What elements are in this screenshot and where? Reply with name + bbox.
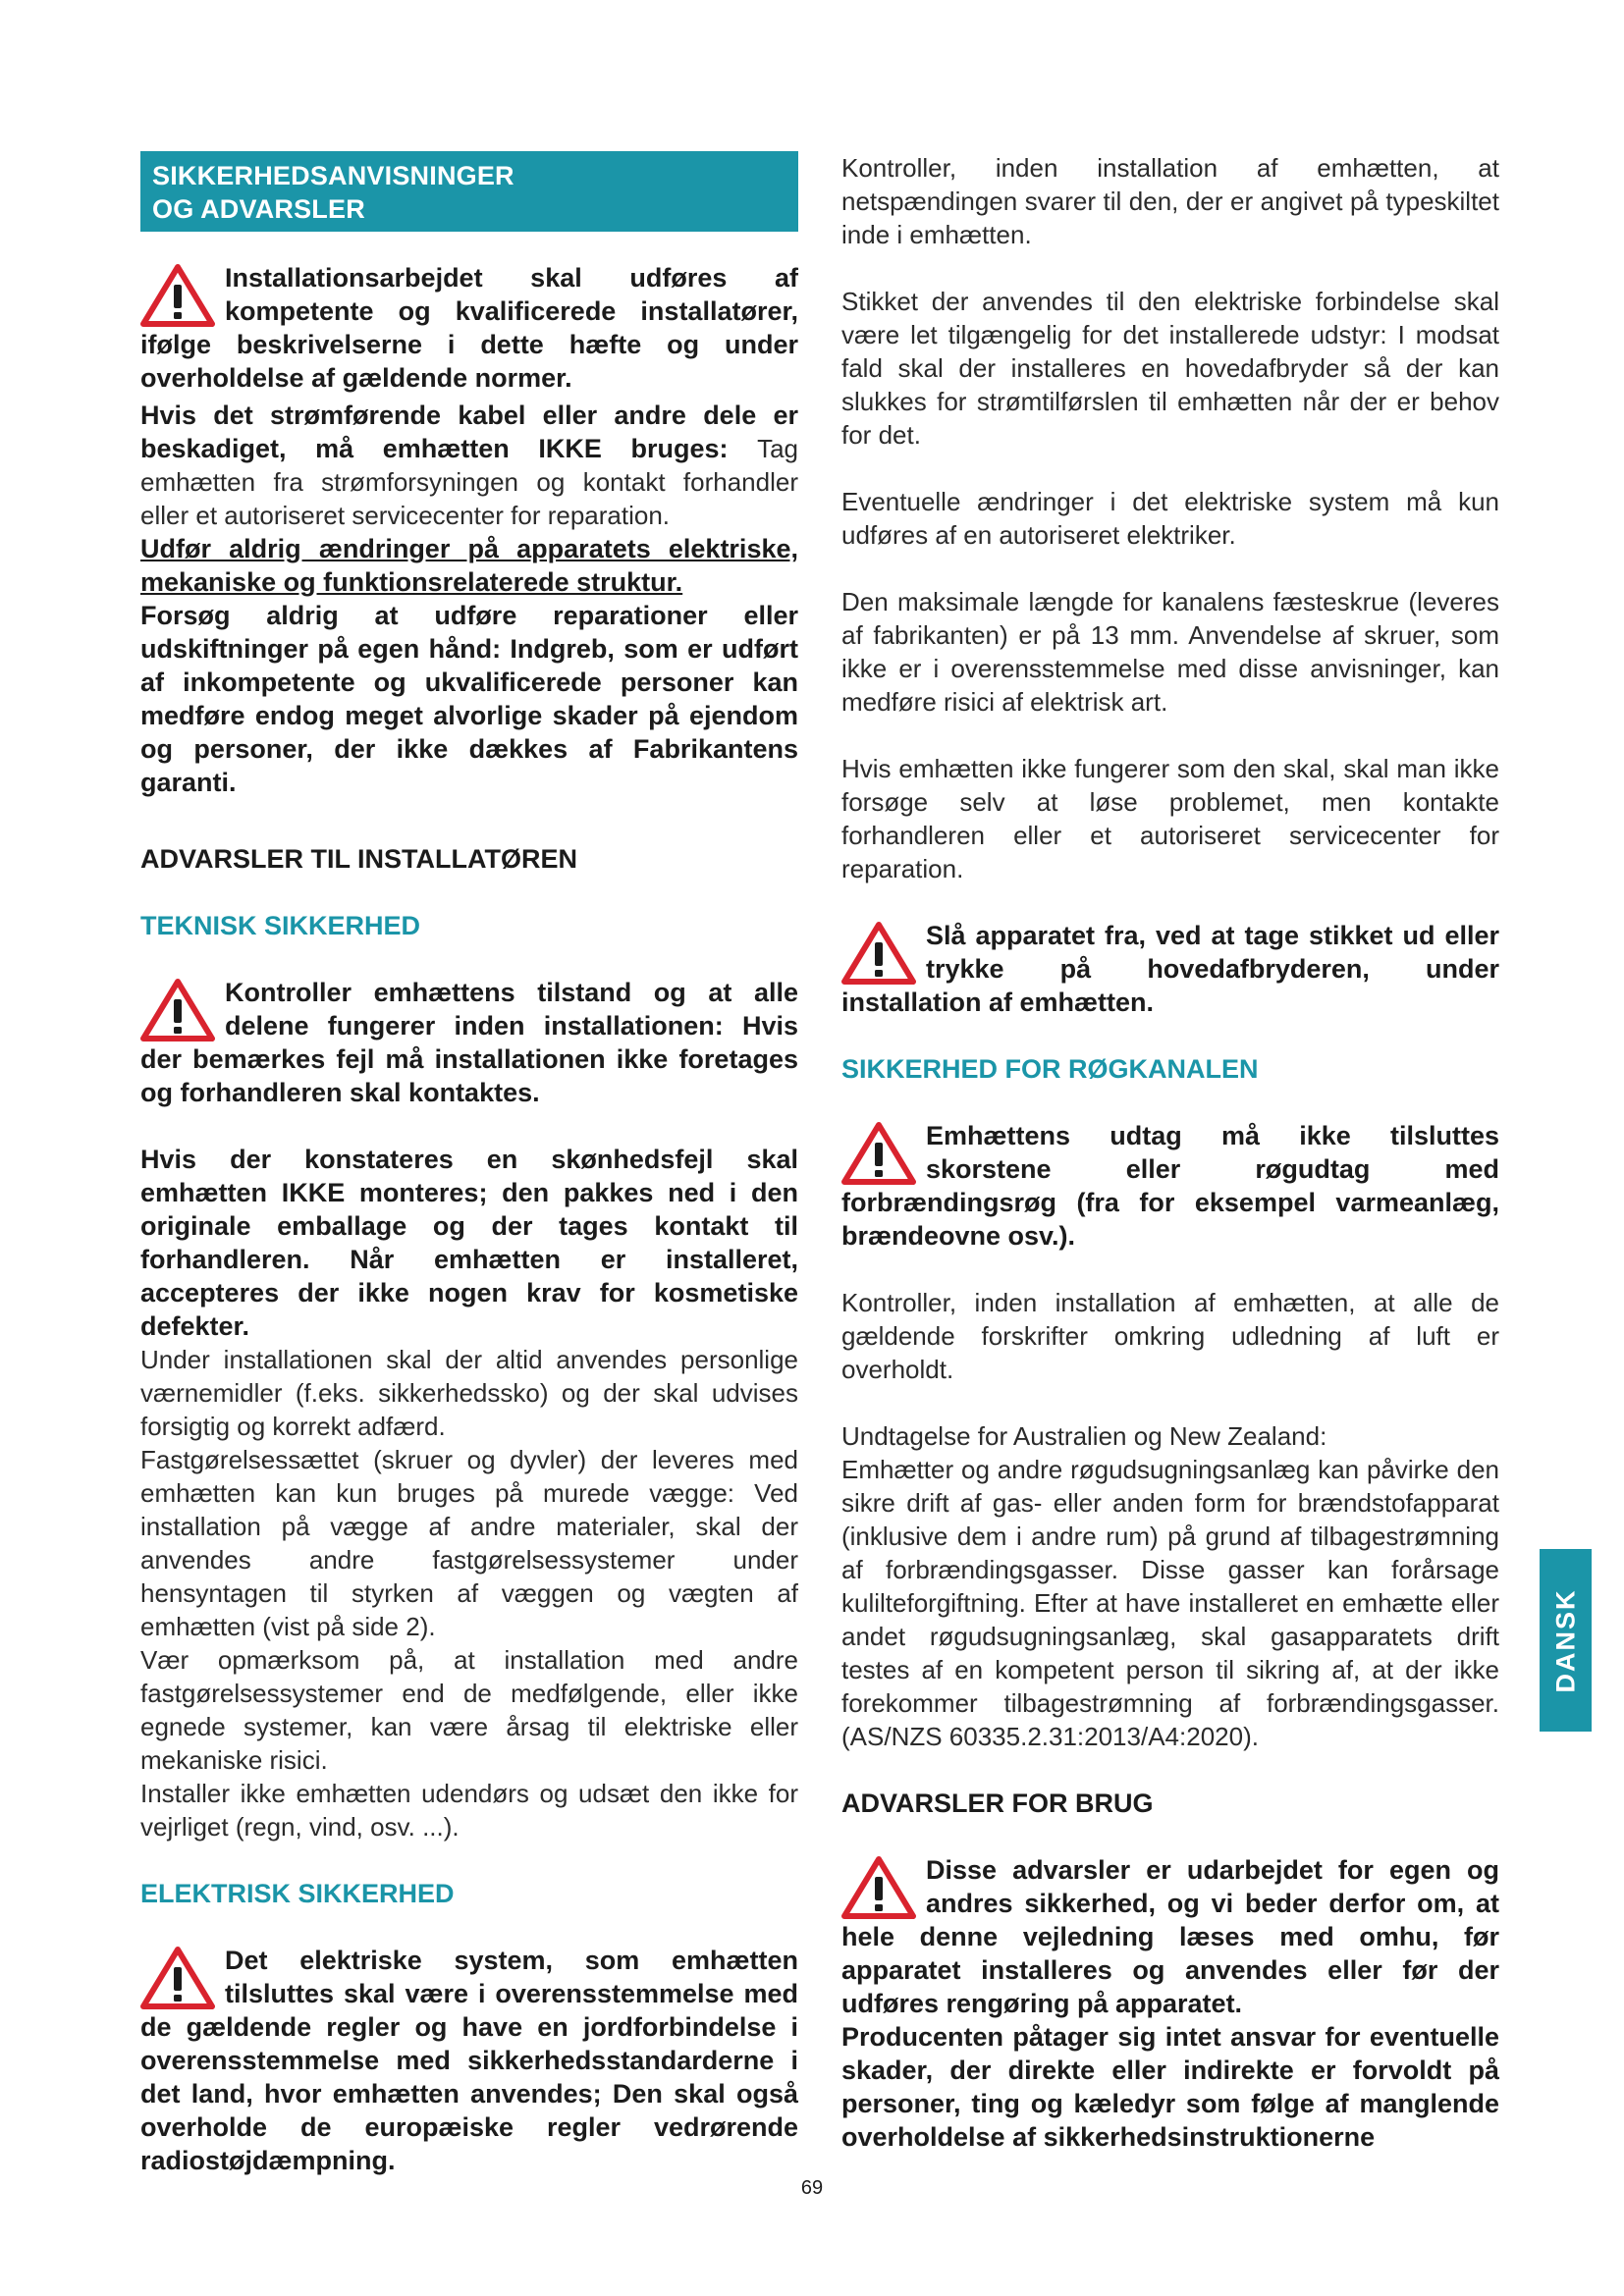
- warning-triangle-icon: [841, 1855, 916, 1920]
- warning-text-check-condition: Kontroller emhættens tilstand og at alle delene fungerer inden installationen: Hvis der bemærkes fejl må installationen ikke foretages og forhandleren skal kontaktes.: [140, 978, 798, 1107]
- text-plug-accessible: Stikket der anvendes til den elektriske forbindelse skal være let tilgængelig for det installerede udstyr: I modsat fald skal der installeres en hovedafbryder så der kan slukkes for strømtilførslen til emhætten når der er behov for det.: [841, 287, 1499, 450]
- text-manufacturer-liability: Producenten påtager sig intet ansvar for eventuelle skader, der direkte eller indirekte er forvoldt på personer, ting og kæledyr som følge af manglende overholdelse af sikkerhedsinstruktionerne: [841, 2022, 1499, 2152]
- text-authorized-electrician: Eventuelle ændringer i det elektriske system må kun udføres af en autoriseret elektriker.: [841, 487, 1499, 550]
- text-air-discharge-regulations: Kontroller, inden installation af emhætten, at alle de gældende forskrifter omkring udledning af luft er overholdt.: [841, 1288, 1499, 1384]
- text-no-outdoor-install: Installer ikke emhætten udendørs og udsæt den ikke for vejrliget (regn, vind, osv. ...).: [140, 1779, 798, 1842]
- section-title-bar: [140, 151, 798, 232]
- text-disconnect-contact: Tag emhætten fra strømforsyningen og kontakt forhandler eller et autoriseret servicecenter for reparation.: [140, 434, 798, 530]
- text-exception-title: Undtagelse for Australien og New Zealand:: [841, 1421, 1327, 1451]
- heading-electrical-safety: ELEKTRISK SIKKERHED: [140, 1879, 455, 1908]
- warning-text-no-repairs: Forsøg aldrig at udføre reparationer eller udskiftninger på egen hånd: Indgreb, som er udført af inkompetente og ukvalificerede personer kan medføre endog meget alvorlige skader på ejendom og personer, der ikke dækkes af Fabrikantens garanti.: [140, 601, 798, 797]
- text-other-fixing-systems: Vær opmærksom på, at installation med andre fastgørelsessystemer end de medfølgende, eller ikke egnede systemer, kan være årsag til elektriske eller mekaniske risici.: [140, 1645, 798, 1775]
- warning-block-flue: [841, 1119, 1499, 1253]
- text-cosmetic-defects: Hvis der konstateres en skønhedsfejl skal emhætten IKKE monteres; den pakkes ned i den originale emballage og der tages kontakt til forhandleren. Når emhætten er installeret, accepteres der ikke nogen krav for kosmetiske defekter.: [140, 1145, 798, 1341]
- warning-text-read-manual: Disse advarsler er udarbejdet for egen og andres sikkerhed, og vi beder derfor om, at hele denne vejledning læses med omhu, før apparatet installeres og anvendes eller før der udføres rengøring på apparatet.: [841, 1855, 1499, 2018]
- language-side-tab-label: DANSK: [1550, 1587, 1581, 1693]
- text-protective-equipment: Under installationen skal der altid anvendes personlige værnemidler (f.eks. sikkerhedssko) og der skal udvises forsigtig og korrekt adfærd.: [140, 1345, 798, 1441]
- section-title-line-2: OG ADVARSLER: [152, 194, 365, 224]
- warning-block-installation: [140, 261, 798, 799]
- warning-block-switch-off: [841, 919, 1499, 1019]
- warning-block-check-condition: [140, 976, 798, 1109]
- text-malfunction: Hvis emhætten ikke fungerer som den skal, skal man ikke forsøge selv at løse problemet, men kontakte forhandleren eller et autoriseret servicecenter for reparation.: [841, 754, 1499, 883]
- warning-triangle-icon: [140, 978, 215, 1042]
- warning-block-electrical-system: [140, 1944, 798, 2177]
- right-column: [841, 151, 1499, 2154]
- heading-flue-safety: SIKKERHED FOR RØGKANALEN: [841, 1054, 1259, 1084]
- text-fixing-kit: Fastgørelsessættet (skruer og dyvler) der leveres med emhætten kan kun bruges på murede vægge: Ved installation på vægge af andre materialer, skal der anvendes andre fastgørelsessystemer under hensyntagen til styrken af væggen og vægten af emhætten (vist på side 2).: [140, 1445, 798, 1641]
- warning-text-no-modifications: Udfør aldrig ændringer på apparatets elektriske, mekaniske og funktionsrelaterede struktur.: [140, 534, 798, 597]
- heading-technical-safety: TEKNISK SIKKERHED: [140, 911, 421, 940]
- left-column: [140, 151, 798, 2177]
- language-side-tab: [1540, 1549, 1592, 1732]
- warning-text-electrical-system: Det elektriske system, som emhætten tilsluttes skal være i overensstemmelse med de gældende regler og have en jordforbindelse i overensstemmelse med sikkerhedsstandarderne i det land, hvor emhætten anvendes; Den skal også overholde de europæiske regler vedrørende radiostøjdæmpning.: [140, 1946, 798, 2175]
- text-check-voltage: Kontroller, inden installation af emhætten, at netspændingen svarer til den, der er angivet på typeskiltet inde i emhætten.: [841, 153, 1499, 249]
- warning-triangle-icon: [841, 921, 916, 986]
- warning-text-competent: Installationsarbejdet skal udføres af kompetente og kvalificerede installatører, ifølge beskrivelserne i dette hæfte og under overholdelse af gældende normer.: [140, 263, 798, 393]
- warning-triangle-icon: [140, 1946, 215, 2010]
- section-title-line-1: SIKKERHEDSANVISNINGER: [152, 161, 514, 190]
- warning-block-read-manual: [841, 1853, 1499, 2020]
- text-max-screw-length: Den maksimale længde for kanalens fæsteskrue (leveres af fabrikanten) er på 13 mm. Anvendelse af skruer, som ikke er i overensstemmelse med disse anvisninger, kan medføre risici af elektrisk art.: [841, 587, 1499, 717]
- page-number: 69: [800, 2177, 824, 2199]
- heading-installer-warnings: ADVARSLER TIL INSTALLATØREN: [140, 844, 577, 874]
- warning-text-damaged-cable: Hvis det strømførende kabel eller andre dele er beskadiget, må emhætten IKKE bruges:: [140, 400, 798, 463]
- warning-triangle-icon: [841, 1121, 916, 1186]
- text-exception-body: Emhætter og andre røgudsugningsanlæg kan påvirke den sikre drift af gas- eller anden form for brændstofapparat (inklusive dem i andre rum) på grund af tilbagestrømning af forbrændingsgasser. Disse gasser kan forårsage kulilteforgiftning. Efter at have installeret en emhætte eller andet røgudsugningsanlæg, skal gasapparatets drift testes af en kompetent person til sikring af, at der ikke forekommer tilbagestrømning af forbrændingsgasser. (AS/NZS 60335.2.31:2013/A4:2020).: [841, 1455, 1499, 1751]
- warning-text-flue: Emhættens udtag må ikke tilsluttes skorstene eller røgudtag med forbrændingsrøg (fra for eksempel varmeanlæg, brændeovne osv.).: [841, 1121, 1499, 1251]
- warning-triangle-icon: [140, 263, 215, 328]
- heading-usage-warnings: ADVARSLER FOR BRUG: [841, 1789, 1154, 1818]
- warning-text-switch-off: Slå apparatet fra, ved at tage stikket ud eller trykke på hovedafbryderen, under installation af emhætten.: [841, 921, 1499, 1017]
